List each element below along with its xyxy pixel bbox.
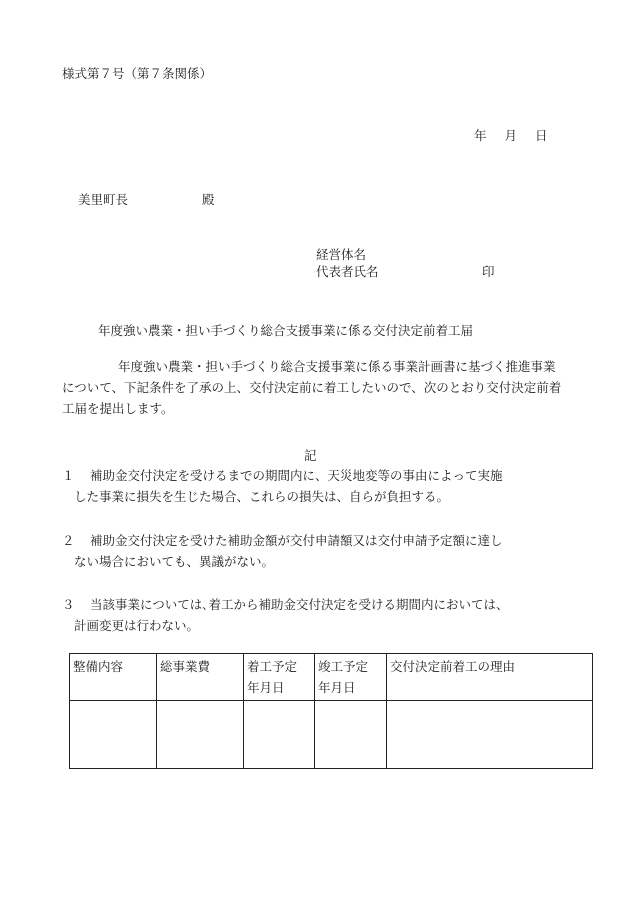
condition-text-line1: 補助金交付決定を受けるまでの期間内に、天災地変等の事由によって実施: [90, 468, 503, 483]
date-month-label: 月: [504, 128, 518, 143]
date-line: [474, 128, 548, 143]
condition-number: ３: [62, 597, 75, 612]
representative-label: 代表者氏名: [316, 264, 379, 279]
cell-total-cost[interactable]: [157, 701, 244, 769]
org-name-label: 経営体名: [316, 247, 367, 262]
condition-text-line1: 当該事業については､着工から補助金交付決定を受ける期間内においては、: [90, 597, 509, 612]
seal-mark: 印: [482, 264, 495, 279]
header-start-date: 着工予定 年月日: [244, 654, 315, 701]
recipient: [78, 192, 215, 207]
condition-text-line2: した事業に損失を生じた場合、これらの損失は、自らが負担する。: [74, 489, 450, 504]
document-title: 年度強い農業・担い手づくり総合支援事業に係る交付決定前着工届: [98, 323, 474, 338]
cell-start-date[interactable]: [244, 701, 315, 769]
table-header-row: [70, 654, 593, 701]
cell-work-content[interactable]: [70, 701, 157, 769]
date-year-label: 年: [474, 128, 487, 143]
representative-line: [316, 264, 495, 279]
header-work-content: 整備内容: [70, 654, 157, 701]
header-total-cost: 総事業費: [157, 654, 244, 701]
condition-text-line2: 計画変更は行わない。: [74, 618, 200, 633]
cell-reason[interactable]: [387, 701, 593, 769]
header-reason: 交付決定前着工の理由: [387, 654, 593, 701]
ki-heading: 記: [304, 448, 317, 463]
condition-text-line1: 補助金交付決定を受けた補助金額が交付申請額又は交付申請予定額に達し: [90, 533, 503, 548]
recipient-honorific: 殿: [202, 192, 215, 207]
intro-paragraph: 年度強い農業・担い手づくり総合支援事業に係る事業計画書に基づく推進事業について、下記条件を了承の上、交付決定前に着工したいので、次のとおり交付決定前着工届を提出します。: [62, 359, 562, 416]
form-number: 様式第７号（第７条関係）: [62, 66, 213, 81]
schedule-table: [69, 653, 593, 769]
table-row: [70, 701, 593, 769]
cell-completion-date[interactable]: [315, 701, 387, 769]
condition-number: ２: [62, 533, 75, 548]
date-day-label: 日: [535, 128, 548, 143]
header-completion-date: 竣工予定 年月日: [315, 654, 387, 701]
recipient-name: 美里町長: [78, 192, 129, 207]
condition-number: １: [62, 468, 75, 483]
condition-text-line2: ない場合においても、異議がない。: [74, 554, 275, 569]
